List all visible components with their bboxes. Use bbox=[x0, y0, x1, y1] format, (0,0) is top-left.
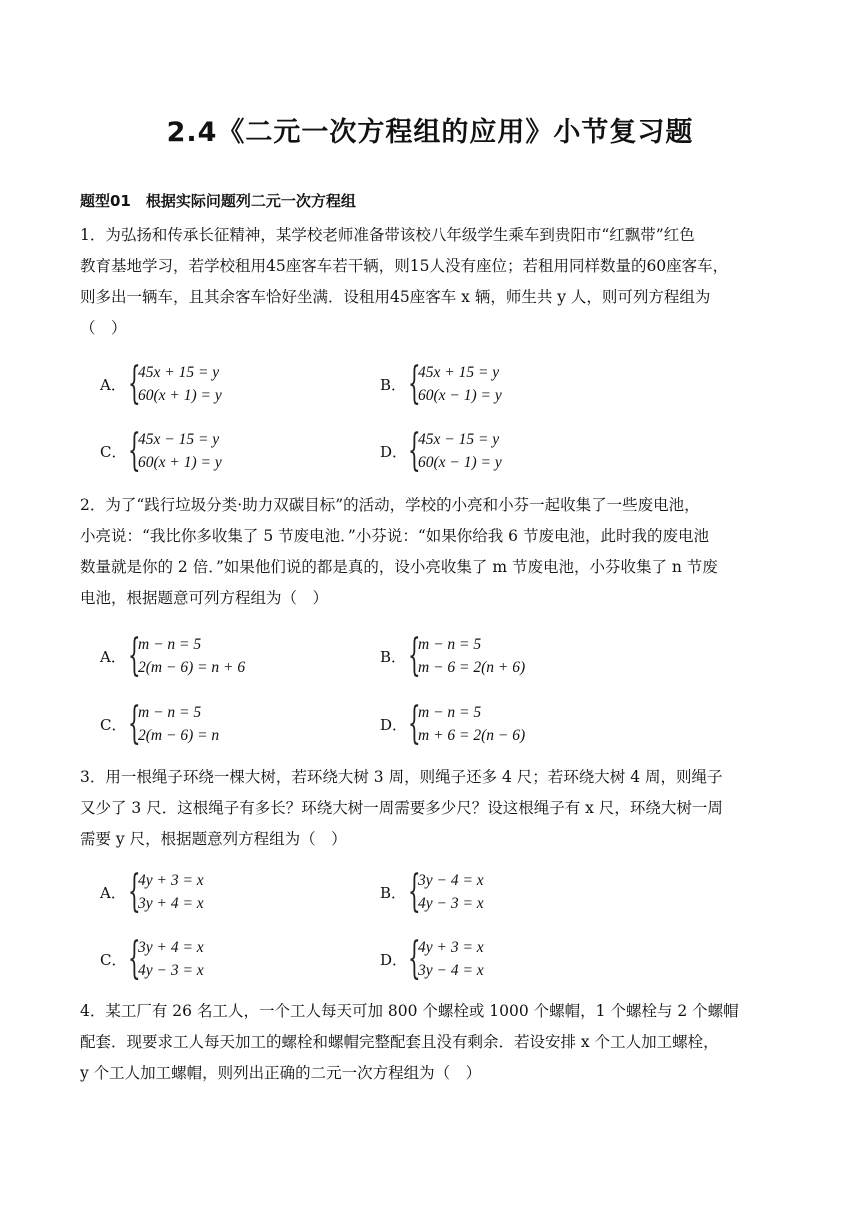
question-2-line-4: 电池，根据题意可列方程组为（ ） bbox=[80, 589, 329, 607]
question-2-option-a[interactable] bbox=[100, 630, 245, 682]
option-label: D． bbox=[380, 442, 408, 461]
equation-1: 4y + 3 = x bbox=[418, 939, 484, 956]
equation-1: 45x − 15 = y bbox=[418, 431, 500, 448]
question-2-option-b[interactable] bbox=[380, 630, 525, 682]
equation-2: 2(m − 6) = n bbox=[138, 727, 220, 744]
question-1-option-a[interactable] bbox=[100, 358, 222, 410]
option-label: A． bbox=[100, 647, 126, 666]
question-3-line-1: 3．用一根绳子环绕一棵大树，若环绕大树 3 周，则绳子还多 4 尺；若环绕大树 4 周，则绳子 bbox=[80, 768, 723, 786]
question-2-line-3: 数量就是你的 2 倍．”如果他们说的都是真的，设小亮收集了 m 节废电池，小芬收集了 n 节废 bbox=[80, 558, 718, 576]
option-label: D． bbox=[380, 715, 408, 734]
question-2-line-2: 小亮说：“我比你多收集了 5 节废电池．”小芬说：“如果你给我 6 节废电池，此时我的废电池 bbox=[80, 527, 709, 545]
question-3-option-a[interactable] bbox=[100, 866, 204, 918]
equation-1: 45x − 15 = y bbox=[138, 431, 220, 448]
question-1-line-1: 1．为弘扬和传承长征精神，某学校老师准备带该校八年级学生乘车到贵阳市“红飘带”红色 bbox=[80, 226, 695, 244]
option-label: A． bbox=[100, 883, 126, 902]
brace-icon: { bbox=[408, 630, 421, 681]
question-1-option-c[interactable] bbox=[100, 425, 222, 477]
option-label: D． bbox=[380, 950, 408, 969]
equation-1: 45x + 15 = y bbox=[138, 364, 220, 381]
brace-icon: { bbox=[128, 698, 141, 749]
equation-1: 4y + 3 = x bbox=[138, 872, 204, 889]
brace-icon: { bbox=[408, 866, 421, 917]
question-4-line-2: 配套．现要求工人每天加工的螺栓和螺帽完整配套且没有剩余．若设安排 x 个工人加工螺栓， bbox=[80, 1033, 719, 1051]
equation-2: 4y − 3 = x bbox=[138, 962, 204, 979]
question-4-line-3: y 个工人加工螺帽，则列出正确的二元一次方程组为（ ） bbox=[80, 1064, 482, 1082]
question-1-option-d[interactable] bbox=[380, 425, 502, 477]
option-label: C． bbox=[100, 715, 127, 734]
question-1-text bbox=[80, 220, 780, 344]
page-title: 2.4《二元一次方程组的应用》小节复习题 bbox=[166, 117, 694, 148]
equation-1: 3y − 4 = x bbox=[418, 872, 484, 889]
question-1-line-4: （ ） bbox=[80, 319, 127, 337]
brace-icon: { bbox=[128, 866, 141, 917]
question-3-option-b[interactable] bbox=[380, 866, 484, 918]
question-4-line-1: 4．某工厂有 26 名工人，一个工人每天可加 800 个螺栓或 1000 个螺帽，1 个螺栓与 2 个螺帽 bbox=[80, 1002, 739, 1020]
equation-2: 3y − 4 = x bbox=[418, 962, 484, 979]
equation-1: m − n = 5 bbox=[138, 636, 202, 653]
equation-1: m − n = 5 bbox=[418, 704, 482, 721]
equation-1: 45x + 15 = y bbox=[418, 364, 500, 381]
equation-1: m − n = 5 bbox=[418, 636, 482, 653]
brace-icon: { bbox=[408, 933, 421, 984]
question-2-option-d[interactable] bbox=[380, 698, 525, 750]
equation-2: 60(x − 1) = y bbox=[418, 454, 502, 471]
question-1-option-b[interactable] bbox=[380, 358, 502, 410]
brace-icon: { bbox=[408, 698, 421, 749]
option-label: B． bbox=[380, 883, 407, 902]
question-4-text bbox=[80, 996, 780, 1089]
equation-2: 2(m − 6) = n + 6 bbox=[138, 659, 246, 676]
question-3-line-2: 又少了 3 尺．这根绳子有多长？环绕大树一周需要多少尺？设这根绳子有 x 尺，环绕大树一周 bbox=[80, 799, 723, 817]
brace-icon: { bbox=[408, 425, 421, 476]
equation-2: 3y + 4 = x bbox=[138, 895, 204, 912]
brace-icon: { bbox=[128, 630, 141, 681]
question-2-text bbox=[80, 490, 780, 614]
brace-icon: { bbox=[128, 933, 141, 984]
equation-1: 3y + 4 = x bbox=[138, 939, 204, 956]
equation-2: 4y − 3 = x bbox=[418, 895, 484, 912]
brace-icon: { bbox=[408, 358, 421, 409]
question-3-text bbox=[80, 762, 780, 855]
option-label: B． bbox=[380, 647, 407, 666]
equation-2: 60(x + 1) = y bbox=[138, 454, 222, 471]
option-label: C． bbox=[100, 950, 127, 969]
question-3-option-c[interactable] bbox=[100, 933, 204, 985]
question-2-line-1: 2．为了“践行垃圾分类·助力双碳目标”的活动，学校的小亮和小芬一起收集了一些废电池， bbox=[80, 496, 700, 514]
brace-icon: { bbox=[128, 425, 141, 476]
equation-2: 60(x − 1) = y bbox=[418, 387, 502, 404]
question-2-option-c[interactable] bbox=[100, 698, 219, 750]
option-label: A． bbox=[100, 375, 126, 394]
equation-2: m − 6 = 2(n + 6) bbox=[418, 659, 526, 676]
question-3-option-d[interactable] bbox=[380, 933, 484, 985]
question-1-line-2: 教育基地学习，若学校租用45座客车若干辆，则15人没有座位；若租用同样数量的60座客车， bbox=[80, 257, 729, 275]
equation-2: 60(x + 1) = y bbox=[138, 387, 222, 404]
equation-1: m − n = 5 bbox=[138, 704, 202, 721]
question-1-line-3: 则多出一辆车，且其余客车恰好坐满．设租用45座客车 x 辆，师生共 y 人，则可列方程组为 bbox=[80, 288, 711, 306]
equation-2: m + 6 = 2(n − 6) bbox=[418, 727, 526, 744]
question-3-line-3: 需要 y 尺，根据题意列方程组为（ ） bbox=[80, 830, 347, 848]
section-heading: 题型01 根据实际问题列二元一次方程组 bbox=[80, 192, 356, 210]
option-label: C． bbox=[100, 442, 127, 461]
brace-icon: { bbox=[128, 358, 141, 409]
option-label: B． bbox=[380, 375, 407, 394]
